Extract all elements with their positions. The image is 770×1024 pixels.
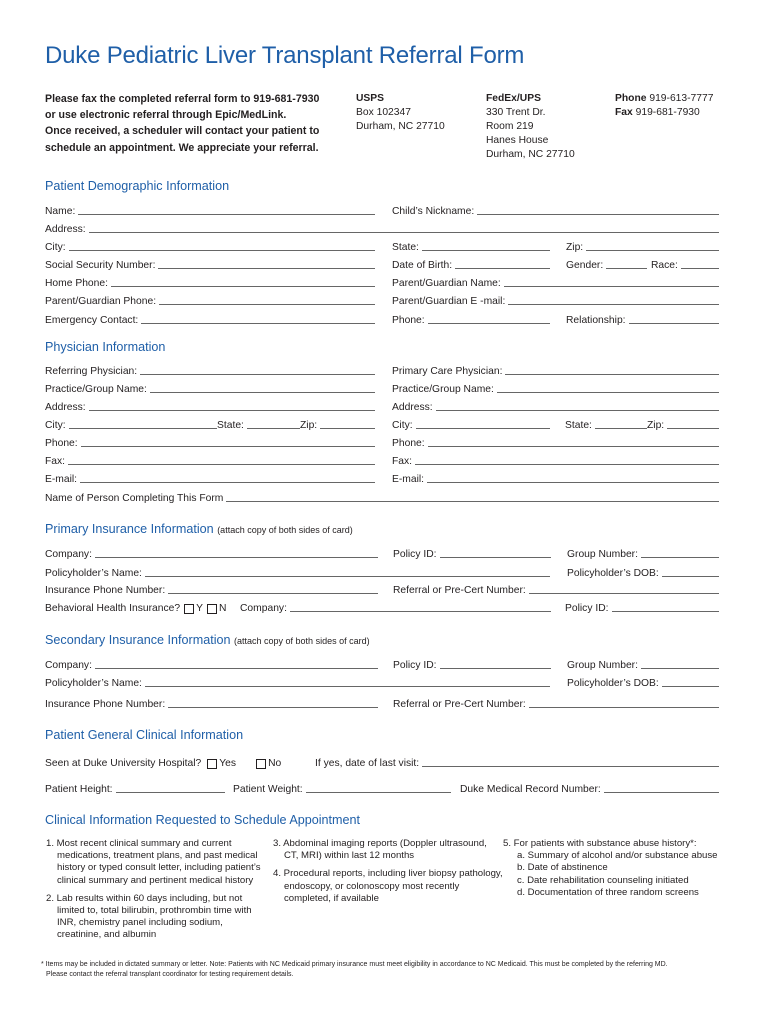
secondary-policy-id-field[interactable]: Policy ID: bbox=[393, 658, 551, 671]
pcp-phone-field[interactable]: Phone: bbox=[392, 436, 719, 449]
relationship-field[interactable]: Relationship: bbox=[566, 313, 719, 326]
race-field[interactable]: Race: bbox=[651, 258, 719, 271]
behavioral-company-field[interactable]: Company: bbox=[240, 601, 551, 614]
patient-height-field[interactable]: Patient Height: bbox=[45, 782, 225, 795]
behavioral-health-question: Behavioral Health Insurance? Y N bbox=[45, 603, 227, 614]
primary-insurance-phone-field[interactable]: Insurance Phone Number: bbox=[45, 583, 378, 596]
seen-at-duke-question: Seen at Duke University Hospital? Yes No bbox=[45, 758, 282, 769]
referring-physician-field[interactable]: Referring Physician: bbox=[45, 364, 375, 377]
secondary-insurance-phone-field[interactable]: Insurance Phone Number: bbox=[45, 697, 378, 710]
physician-state-field[interactable]: State: bbox=[217, 418, 300, 431]
physician-phone-field[interactable]: Phone: bbox=[45, 436, 375, 449]
primary-group-number-field[interactable]: Group Number: bbox=[567, 547, 719, 560]
footnote: * Items may be included in dictated summary or letter. Note: Patients with NC Medicaid primary insurance must meet eligibility in accordance to NC Medicaid. This must be completed by the referring MD. Please contact the referral transplant coordinator for testing requirement details. bbox=[41, 961, 668, 978]
guardian-name-field[interactable]: Parent/Guardian Name: bbox=[392, 276, 719, 289]
section-primary-insurance: Primary Insurance Information (attach copy of both sides of card) bbox=[45, 522, 353, 536]
pcp-city-field[interactable]: City: bbox=[392, 418, 550, 431]
section-requested: Clinical Information Requested to Schedule Appointment bbox=[45, 813, 361, 827]
section-secondary-insurance: Secondary Insurance Information (attach copy of both sides of card) bbox=[45, 633, 370, 647]
behavioral-policy-id-field[interactable]: Policy ID: bbox=[565, 601, 719, 614]
ssn-field[interactable]: Social Security Number: bbox=[45, 258, 375, 271]
secondary-holder-dob-field[interactable]: Policyholder’s DOB: bbox=[567, 676, 719, 689]
mrn-field[interactable]: Duke Medical Record Number: bbox=[460, 782, 719, 795]
state-field[interactable]: State: bbox=[392, 240, 550, 253]
seen-yes-checkbox[interactable] bbox=[207, 759, 217, 769]
secondary-holder-name-field[interactable]: Policyholder’s Name: bbox=[45, 676, 550, 689]
primary-holder-dob-field[interactable]: Policyholder’s DOB: bbox=[567, 566, 719, 579]
emergency-phone-field[interactable]: Phone: bbox=[392, 313, 550, 326]
section-clinical: Patient General Clinical Information bbox=[45, 728, 244, 742]
primary-holder-name-field[interactable]: Policyholder’s Name: bbox=[45, 566, 550, 579]
requested-column-2: 3. Abdominal imaging reports (Doppler ultrasound, CT, MRI) within last 12 months 4. Procedural reports, including liver biopsy pathology, endoscopy, or colonoscopy most recently completed, if available bbox=[273, 838, 503, 904]
primary-precert-field[interactable]: Referral or Pre-Cert Number: bbox=[393, 583, 719, 596]
primary-company-field[interactable]: Company: bbox=[45, 547, 378, 560]
pcp-address-field[interactable]: Address: bbox=[392, 400, 719, 413]
guardian-email-field[interactable]: Parent/Guardian E -mail: bbox=[392, 294, 719, 307]
pcp-state-field[interactable]: State: bbox=[565, 418, 647, 431]
contact-numbers: Phone 919-613-7777 Fax 919-681-7930 bbox=[615, 93, 714, 118]
secondary-company-field[interactable]: Company: bbox=[45, 658, 378, 671]
home-phone-field[interactable]: Home Phone: bbox=[45, 276, 375, 289]
physician-city-field[interactable]: City: bbox=[45, 418, 217, 431]
guardian-phone-field[interactable]: Parent/Guardian Phone: bbox=[45, 294, 375, 307]
intro-text: Please fax the completed referral form to 919-681-7930 or use electronic referral through Epic/MedLink. Once received, a scheduler will contact your patient to schedule an appointment. We appreciate your referral. bbox=[45, 93, 320, 154]
usps-address: USPS Box 102347 Durham, NC 27710 bbox=[356, 93, 445, 132]
requested-column-1: 1. Most recent clinical summary and current medications, treatment plans, and past medical history or typed consult letter, including patient’s clinical summary and pertinent medical history 2. Lab results within 60 days including, but not limited to, total bilirubin, prothrombin time with INR, chemistry panel including sodium, creatinine, and albumin bbox=[46, 838, 261, 941]
physician-email-field[interactable]: E-mail: bbox=[45, 472, 375, 485]
city-field[interactable]: City: bbox=[45, 240, 375, 253]
address-field[interactable]: Address: bbox=[45, 222, 719, 235]
gender-field[interactable]: Gender: bbox=[566, 258, 647, 271]
section-physician: Physician Information bbox=[45, 340, 166, 354]
pcp-practice-field[interactable]: Practice/Group Name: bbox=[392, 382, 719, 395]
behavioral-no-checkbox[interactable] bbox=[207, 604, 217, 614]
physician-fax-field[interactable]: Fax: bbox=[45, 454, 375, 467]
primary-policy-id-field[interactable]: Policy ID: bbox=[393, 547, 551, 560]
behavioral-yes-checkbox[interactable] bbox=[184, 604, 194, 614]
zip-field[interactable]: Zip: bbox=[566, 240, 719, 253]
name-field[interactable]: Name: bbox=[45, 204, 375, 217]
secondary-precert-field[interactable]: Referral or Pre-Cert Number: bbox=[393, 697, 719, 710]
last-visit-date-field[interactable]: If yes, date of last visit: bbox=[315, 756, 719, 769]
seen-no-checkbox[interactable] bbox=[256, 759, 266, 769]
form-title: Duke Pediatric Liver Transplant Referral Form bbox=[45, 42, 525, 69]
pcp-field[interactable]: Primary Care Physician: bbox=[392, 364, 719, 377]
physician-zip-field[interactable]: Zip: bbox=[300, 418, 375, 431]
patient-weight-field[interactable]: Patient Weight: bbox=[233, 782, 451, 795]
fedex-address: FedEx/UPS 330 Trent Dr. Room 219 Hanes House Durham, NC 27710 bbox=[486, 93, 575, 160]
secondary-group-number-field[interactable]: Group Number: bbox=[567, 658, 719, 671]
emergency-contact-field[interactable]: Emergency Contact: bbox=[45, 313, 375, 326]
pcp-fax-field[interactable]: Fax: bbox=[392, 454, 719, 467]
requested-column-3: 5. For patients with substance abuse history*: a. Summary of alcohol and/or substance abuse b. Date of abstinence c. Date rehabilitation counseling initiated d. Documentation of three random screens bbox=[503, 838, 718, 898]
pcp-zip-field[interactable]: Zip: bbox=[647, 418, 719, 431]
section-demographic: Patient Demographic Information bbox=[45, 179, 230, 193]
dob-field[interactable]: Date of Birth: bbox=[392, 258, 550, 271]
nickname-field[interactable]: Child’s Nickname: bbox=[392, 204, 719, 217]
pcp-email-field[interactable]: E-mail: bbox=[392, 472, 719, 485]
physician-address-field[interactable]: Address: bbox=[45, 400, 375, 413]
practice-field[interactable]: Practice/Group Name: bbox=[45, 382, 375, 395]
completer-name-field[interactable]: Name of Person Completing This Form bbox=[45, 491, 719, 504]
